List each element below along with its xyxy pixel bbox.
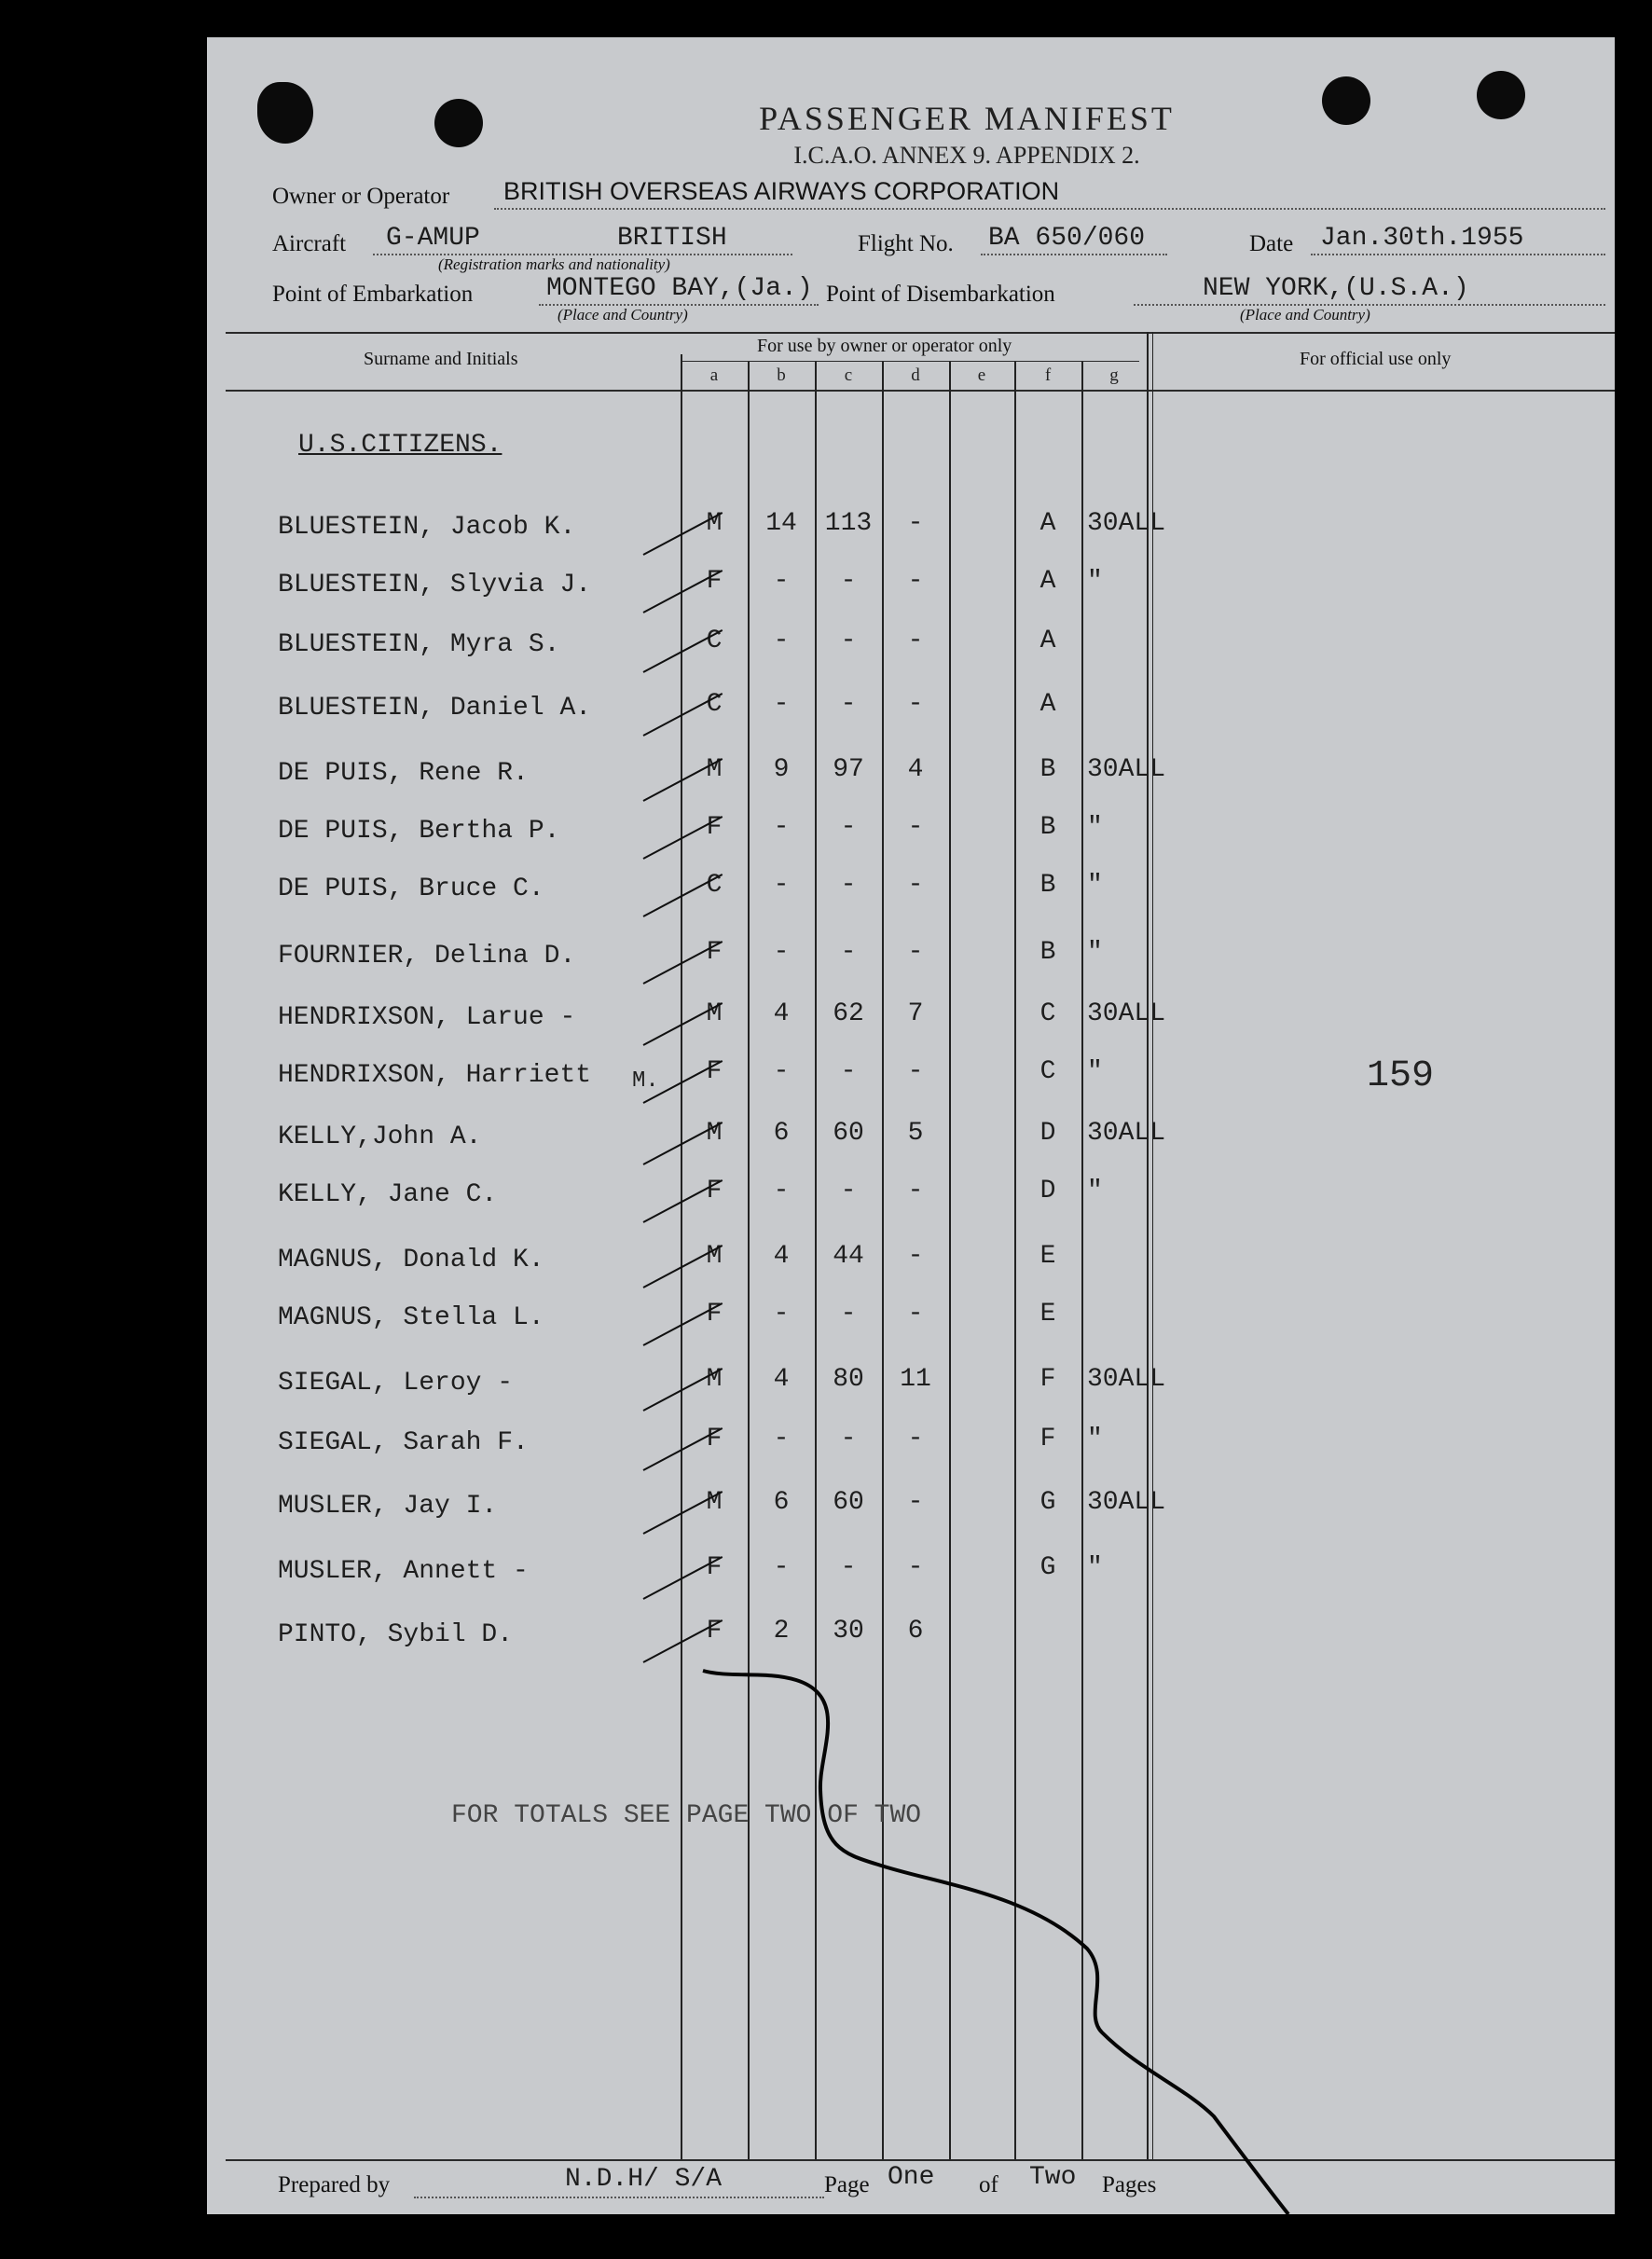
cell-c: - <box>840 1553 857 1582</box>
col-f-header: f <box>1044 365 1052 385</box>
cell-f: C <box>1039 999 1056 1028</box>
passenger-name: MAGNUS, Stella L. <box>278 1303 544 1332</box>
disembarkation-label: Point of Disembarkation <box>826 282 1055 307</box>
col-d-header: d <box>911 365 920 385</box>
header-surname: Surname and Initials <box>364 349 518 369</box>
date-value: Jan.30th.1955 <box>1320 224 1524 253</box>
cell-a: M <box>706 1242 723 1271</box>
cell-d: 6 <box>907 1617 924 1646</box>
official-number: 159 <box>1367 1055 1435 1097</box>
aircraft-nationality: BRITISH <box>617 224 727 253</box>
cell-c: - <box>840 1177 857 1205</box>
cell-b: 4 <box>773 1242 790 1271</box>
passenger-name: BLUESTEIN, Myra S. <box>278 630 560 659</box>
of-value: Two <box>1029 2163 1077 2192</box>
cell-c: 62 <box>833 999 864 1028</box>
col-e-header: e <box>977 365 986 385</box>
cell-f: G <box>1039 1553 1056 1582</box>
cell-f: F <box>1039 1425 1056 1453</box>
header-owner-use: For use by owner or operator only <box>757 336 1012 356</box>
cell-b: 4 <box>773 999 790 1028</box>
cell-a: M <box>706 999 723 1028</box>
cell-d: - <box>907 1177 924 1205</box>
cell-a: F <box>706 813 723 842</box>
cell-d: - <box>907 567 924 596</box>
cell-g: " <box>1087 1177 1103 1205</box>
cell-c: 97 <box>833 755 864 784</box>
pages-label: Pages <box>1102 2172 1157 2197</box>
disembarkation-value: NEW YORK,(U.S.A.) <box>1203 274 1469 303</box>
cell-a: M <box>706 509 723 538</box>
cell-f: G <box>1039 1488 1056 1517</box>
manifest-sheet <box>207 37 1615 2214</box>
cell-b: - <box>773 1553 790 1582</box>
passenger-name: PINTO, Sybil D. <box>278 1620 514 1649</box>
cell-b: - <box>773 690 790 719</box>
signature-scribble <box>207 37 1615 2214</box>
cell-c: 44 <box>833 1242 864 1271</box>
cell-g: 30ALL <box>1087 1488 1166 1517</box>
col-g-header: g <box>1109 365 1119 385</box>
cell-b: - <box>773 567 790 596</box>
date-label: Date <box>1249 231 1294 256</box>
passenger-name: DE PUIS, Rene R. <box>278 759 529 788</box>
cell-a: F <box>706 1300 723 1329</box>
cell-b: 6 <box>773 1119 790 1148</box>
cell-f: C <box>1039 1057 1056 1086</box>
aircraft-registration: G-AMUP <box>386 224 480 253</box>
embarkation-label: Point of Embarkation <box>272 282 474 307</box>
cell-d: 4 <box>907 755 924 784</box>
aircraft-note: (Registration marks and nationality) <box>438 255 670 273</box>
page-subtitle: I.C.A.O. ANNEX 9. APPENDIX 2. <box>793 142 1140 169</box>
cell-g: " <box>1087 938 1103 967</box>
cell-a: F <box>706 1425 723 1453</box>
cell-g: 30ALL <box>1087 755 1166 784</box>
cell-c: - <box>840 813 857 842</box>
cell-a: F <box>706 1057 723 1086</box>
cell-c: - <box>840 567 857 596</box>
cell-b: - <box>773 1300 790 1329</box>
totals-note: FOR TOTALS SEE PAGE TWO OF TWO <box>451 1801 922 1830</box>
of-label: of <box>979 2172 998 2197</box>
prepared-dotline <box>414 2197 824 2198</box>
cell-a: F <box>706 1617 723 1646</box>
cell-c: 80 <box>833 1365 864 1394</box>
cell-f: B <box>1039 813 1056 842</box>
cell-g: " <box>1087 813 1103 842</box>
cell-d: 7 <box>907 999 924 1028</box>
cell-g: 30ALL <box>1087 999 1166 1028</box>
cell-b: 14 <box>765 509 797 538</box>
cell-d: - <box>907 1242 924 1271</box>
cell-f: B <box>1039 755 1056 784</box>
page-label: Page <box>824 2172 870 2197</box>
passenger-name: SIEGAL, Sarah F. <box>278 1428 529 1457</box>
cell-b: 6 <box>773 1488 790 1517</box>
cell-c: 60 <box>833 1119 864 1148</box>
cell-d: - <box>907 509 924 538</box>
cell-g: " <box>1087 871 1103 900</box>
embarkation-value: MONTEGO BAY,(Ja.) <box>546 274 813 303</box>
passenger-name: KELLY, Jane C. <box>278 1180 498 1209</box>
cell-f: E <box>1039 1300 1056 1329</box>
cell-a: F <box>706 567 723 596</box>
cell-b: 2 <box>773 1617 790 1646</box>
cell-d: - <box>907 1425 924 1453</box>
cell-f: A <box>1039 627 1056 655</box>
cell-f: A <box>1039 567 1056 596</box>
cell-f: E <box>1039 1242 1056 1271</box>
cell-f: A <box>1039 690 1056 719</box>
cell-a: F <box>706 1177 723 1205</box>
section-label: U.S.CITIZENS. <box>298 431 502 460</box>
cell-g: 30ALL <box>1087 1365 1166 1394</box>
cell-c: - <box>840 1057 857 1086</box>
passenger-name: FOURNIER, Delina D. <box>278 942 576 971</box>
cell-g: " <box>1087 1057 1103 1086</box>
cell-b: 9 <box>773 755 790 784</box>
page-value: One <box>888 2163 935 2192</box>
cell-c: - <box>840 871 857 900</box>
cell-a: M <box>706 1365 723 1394</box>
cell-d: - <box>907 627 924 655</box>
cell-f: F <box>1039 1365 1056 1394</box>
cell-d: - <box>907 1300 924 1329</box>
disembarkation-note: (Place and Country) <box>1240 306 1370 324</box>
passenger-name: DE PUIS, Bertha P. <box>278 817 560 846</box>
cell-a: C <box>706 690 723 719</box>
cell-a: F <box>706 1553 723 1582</box>
cell-f: B <box>1039 938 1056 967</box>
cell-d: - <box>907 871 924 900</box>
cell-c: 60 <box>833 1488 864 1517</box>
cell-d: - <box>907 1488 924 1517</box>
cell-g: 30ALL <box>1087 509 1166 538</box>
cell-c: 113 <box>824 509 873 538</box>
header-official-use: For official use only <box>1300 349 1452 369</box>
cell-c: - <box>840 690 857 719</box>
cell-a: C <box>706 627 723 655</box>
cell-d: - <box>907 938 924 967</box>
prepared-value: N.D.H/ S/A <box>565 2165 723 2194</box>
cell-a: M <box>706 755 723 784</box>
cell-a: M <box>706 1119 723 1148</box>
cell-d: 5 <box>907 1119 924 1148</box>
passenger-name: BLUESTEIN, Jacob K. <box>278 513 576 542</box>
cell-d: 11 <box>900 1365 931 1394</box>
cell-f: D <box>1039 1119 1056 1148</box>
cell-c: - <box>840 1425 857 1453</box>
col-a-header: a <box>709 365 719 385</box>
cell-b: 4 <box>773 1365 790 1394</box>
cell-b: - <box>773 938 790 967</box>
cell-d: - <box>907 690 924 719</box>
passenger-name: HENDRIXSON, Larue - <box>278 1003 576 1032</box>
cell-a: F <box>706 938 723 967</box>
cell-g: " <box>1087 567 1103 596</box>
flight-value: BA 650/060 <box>988 224 1146 253</box>
cell-b: - <box>773 1177 790 1205</box>
passenger-name: SIEGAL, Leroy - <box>278 1369 514 1398</box>
passenger-name: DE PUIS, Bruce C. <box>278 875 544 903</box>
prepared-label: Prepared by <box>278 2172 391 2197</box>
cell-c: 30 <box>833 1617 864 1646</box>
cell-g: " <box>1087 1425 1103 1453</box>
cell-b: - <box>773 871 790 900</box>
cell-b: - <box>773 813 790 842</box>
cell-f: D <box>1039 1177 1056 1205</box>
passenger-name: MUSLER, Annett - <box>278 1557 529 1586</box>
cell-a: C <box>706 871 723 900</box>
cell-g: " <box>1087 1553 1103 1582</box>
cell-f: B <box>1039 871 1056 900</box>
cell-f: A <box>1039 509 1056 538</box>
cell-d: - <box>907 813 924 842</box>
passenger-name: BLUESTEIN, Daniel A. <box>278 694 592 723</box>
cell-b: - <box>773 627 790 655</box>
embarkation-note: (Place and Country) <box>558 306 688 324</box>
passenger-name: MAGNUS, Donald K. <box>278 1246 544 1274</box>
cell-a: M <box>706 1488 723 1517</box>
harriett-suffix: M. <box>632 1068 659 1094</box>
flight-label: Flight No. <box>858 231 954 256</box>
passenger-name: MUSLER, Jay I. <box>278 1492 498 1521</box>
cell-b: - <box>773 1057 790 1086</box>
cell-g: 30ALL <box>1087 1119 1166 1148</box>
page-title: PASSENGER MANIFEST <box>759 100 1175 137</box>
cell-c: - <box>840 627 857 655</box>
passenger-name: HENDRIXSON, Harriett <box>278 1061 592 1090</box>
col-c-header: c <box>844 365 853 385</box>
cell-b: - <box>773 1425 790 1453</box>
passenger-name: BLUESTEIN, Slyvia J. <box>278 571 592 599</box>
col-b-header: b <box>777 365 786 385</box>
owner-value: BRITISH OVERSEAS AIRWAYS CORPORATION <box>503 177 1060 205</box>
cell-d: - <box>907 1553 924 1582</box>
cell-c: - <box>840 938 857 967</box>
aircraft-label: Aircraft <box>272 231 347 256</box>
owner-label: Owner or Operator <box>272 184 450 209</box>
cell-c: - <box>840 1300 857 1329</box>
passenger-name: KELLY,John A. <box>278 1123 482 1151</box>
cell-d: - <box>907 1057 924 1086</box>
